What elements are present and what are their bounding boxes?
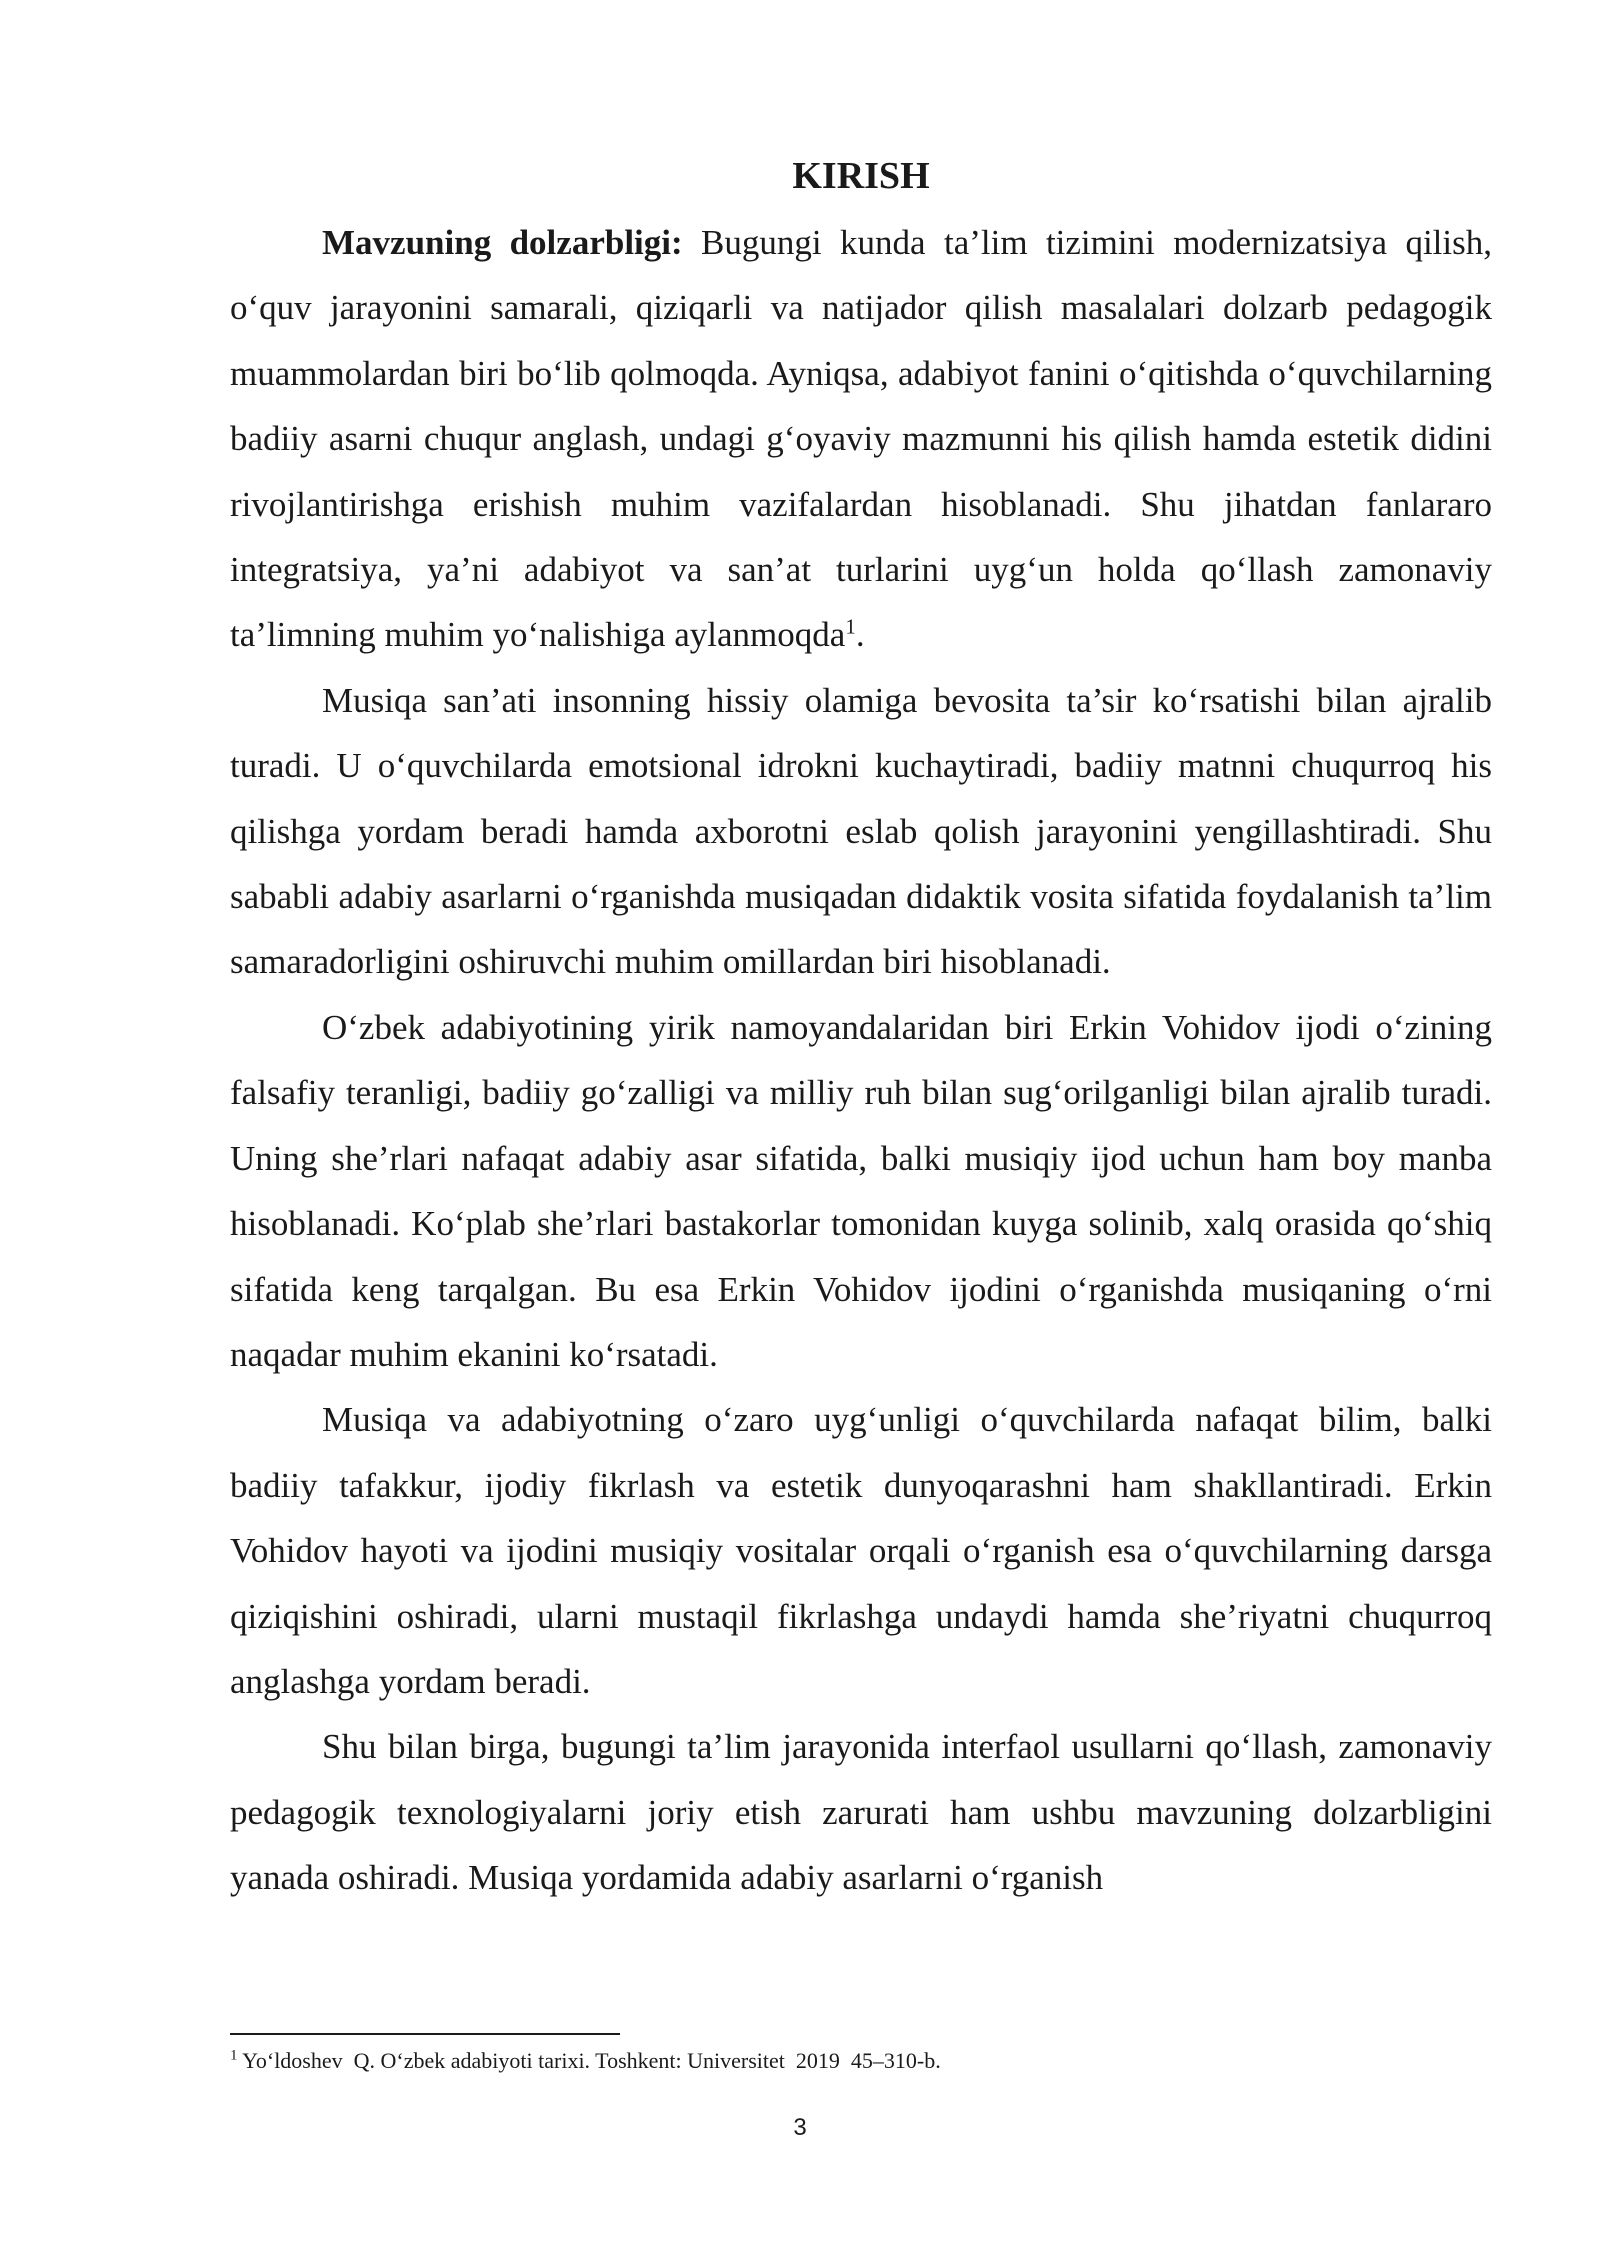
footnote-divider [230,2033,620,2035]
footnote-reference[interactable]: 1 [845,614,856,639]
paragraph-end: . [855,615,865,655]
paragraph: Shu bilan birga, bugungi ta’lim jarayonida interfaol usullarni qo‘llash, zamonaviy pedagogik texnologiyalarni joriy etish zarurati ham ushbu mavzuning dolzarbligini yanada oshiradi. Musiqa yordamida adabiy asarlarni o‘rganish [230,1727,1492,1898]
footnote [230,2046,1492,2076]
footnote-marker: 1 [230,2047,238,2064]
paragraph-text: Bugungi kunda ta’lim tizimini modernizatsiya qilish, o‘quv jarayonini samarali, qiziqarli va natijador qilish masalalari dolzarb pedagogik muammolardan biri bo‘lib qolmoqda. Ayniqsa, adabiyot fanini o‘qitishda o‘quvchilarning badiiy asarni chuqur anglash, undagi g‘oyaviy mazmunni his qilish hamda estetik didini rivojlantirishga erishish muhim vazifalardan hisoblanadi. Shu jihatdan fanlararo integratsiya, ya’ni adabiyot va san’at turlarini uyg‘un holda qo‘llash zamonaviy ta’limning muhim yo‘nalishiga aylanmoqda [230,223,1492,655]
paragraph: O‘zbek adabiyotining yirik namoyandalaridan biri Erkin Vohidov ijodi o‘zining falsafiy teranligi, badiiy go‘zalligi va milliy ruh bilan sug‘orilganligi bilan ajralib turadi. Uning she’rlari nafaqat adabiy asar sifatida, balki musiqiy ijod uchun ham boy manba hisoblanadi. Ko‘plab she’rlari bastakorlar tomonidan kuyga solinib, xalq orasida qo‘shiq sifatida keng tarqalgan. Bu esa Erkin Vohidov ijodini o‘rganishda musiqaning o‘rni naqadar muhim ekanini ko‘rsatadi. [230,1007,1492,1374]
page-title: KIRISH [792,155,930,197]
page-number: 3 [793,2114,807,2141]
footnote-text: Yo‘ldoshev Q. O‘zbek adabiyoti tarixi. Toshkent: Universitet 2019 45–310-b. [237,2048,941,2073]
paragraph-lead: Mavzuning dolzarbligi: [322,223,683,262]
body-text [230,210,1492,1911]
paragraph-intro [230,210,1492,668]
paragraph: Musiqa san’ati insonning hissiy olamiga bevosita ta’sir ko‘rsatishi bilan ajralib turadi. U o‘quvchilarda emotsional idrokni kuchaytiradi, badiiy matnni chuqurroq his qilishga yordam beradi hamda axborotni eslab qolish jarayonini yengillashtiradi. Shu sababli adabiy asarlarni o‘rganishda musiqadan didaktik vosita sifatida foydalanish ta’lim samaradorligini oshiruvchi muhim omillardan biri hisoblanadi. [230,680,1492,982]
paragraph: Musiqa va adabiyotning o‘zaro uyg‘unligi o‘quvchilarda nafaqat bilim, balki badiiy tafakkur, ijodiy fikrlash va estetik dunyoqarashni ham shakllantiradi. Erkin Vohidov hayoti va ijodini musiqiy vositalar orqali o‘rganish esa o‘quvchilarning darsga qiziqishini oshiradi, ularni mustaqil fikrlashga undaydi hamda she’riyatni chuqurroq anglashga yordam beradi. [230,1400,1492,1701]
